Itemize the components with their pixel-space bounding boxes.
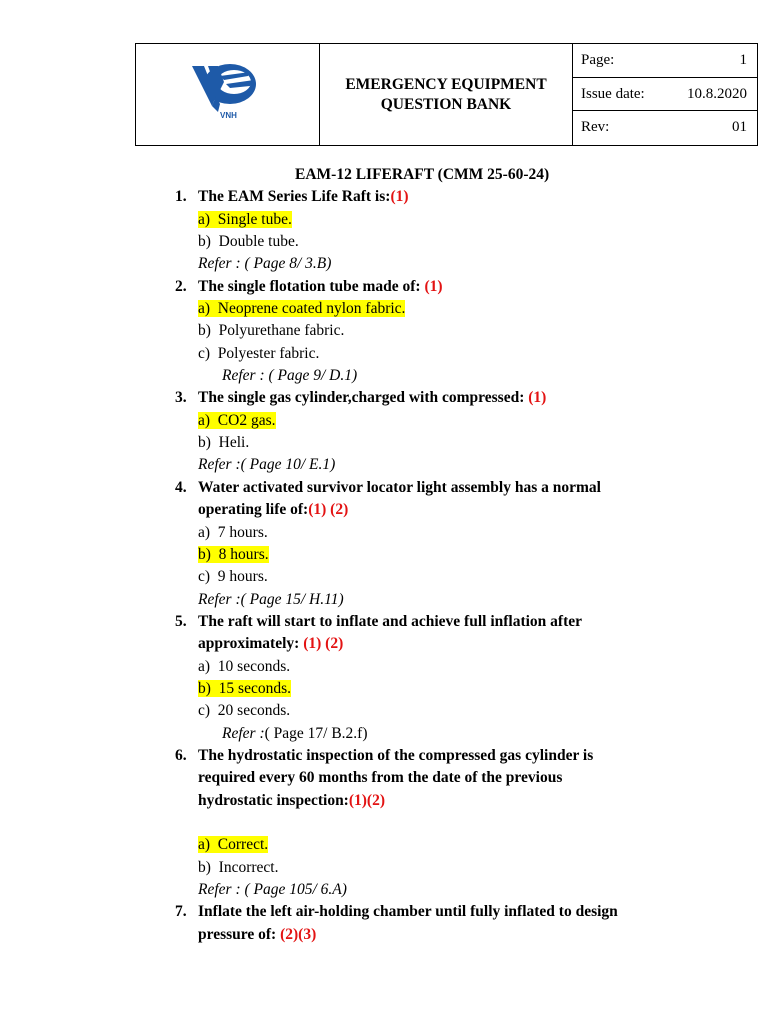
question-level: (1) (2) [303, 635, 344, 653]
question-3 [175, 387, 735, 409]
option [175, 834, 735, 856]
question-number: 3. [175, 389, 187, 407]
option-text: 8 hours. [218, 545, 269, 563]
question-5 [175, 611, 735, 656]
reference: Refer : ( Page 8/ 3.B) [198, 255, 332, 273]
question-level: (1) (2) [308, 501, 349, 519]
question-level: (1) [424, 277, 443, 295]
option-text: 15 seconds. [218, 679, 291, 697]
question-level: (1) [528, 389, 547, 407]
option-text: Polyurethane fabric. [218, 322, 345, 340]
question-7 [175, 901, 735, 946]
question-number: 4. [175, 478, 187, 496]
option [175, 231, 735, 253]
option-text: Double tube. [218, 233, 299, 251]
option-letter: c) [198, 702, 211, 720]
question-text-line1: Water activated survivor locator light assembly has a normal [198, 478, 601, 496]
question-text: The single flotation tube made of: [198, 277, 425, 295]
question-text: The single gas cylinder,charged with compressed: [198, 389, 529, 407]
rev-label: Rev: [581, 119, 610, 135]
question-list [175, 164, 735, 946]
question-text-line1: The hydrostatic inspection of the compressed gas cylinder is [198, 746, 594, 764]
question-level: (2)(3) [280, 925, 317, 943]
reference: Refer : ( Page 105/ 6.A) [198, 881, 347, 898]
option-text: 10 seconds. [217, 657, 291, 675]
rev-value: 01 [732, 119, 747, 135]
question-2 [175, 276, 735, 298]
option-letter: c) [198, 344, 211, 362]
question-level: (1) [390, 188, 409, 206]
question-text-line3: hydrostatic inspection: [198, 791, 349, 809]
rev-row [573, 111, 757, 145]
issue-date-value: 10.8.2020 [687, 86, 747, 102]
option [175, 410, 735, 432]
question-number: 1. [175, 188, 187, 206]
logo-cell [136, 44, 320, 145]
question-text-line2: required every 60 months from the date of the previous [198, 769, 563, 787]
option-letter: c) [198, 568, 211, 586]
header-meta [573, 44, 757, 145]
reference-prefix: Refer : [222, 724, 265, 742]
option-letter: a) [198, 523, 211, 541]
reference: Refer : ( Page 9/ D.1) [222, 367, 358, 385]
question-text-line1: The raft will start to inflate and achieve full inflation after [198, 612, 583, 630]
question-text-line1: Inflate the left air-holding chamber until fully inflated to design [198, 903, 618, 921]
option-letter: b) [198, 434, 211, 452]
option [175, 522, 735, 544]
question-text-line2: operating life of: [198, 501, 309, 519]
question-1 [175, 186, 735, 208]
option-text: Polyester fabric. [217, 344, 320, 362]
question-number: 7. [175, 903, 187, 921]
reference [175, 723, 735, 745]
page-value: 1 [739, 52, 747, 68]
option-letter: a) [198, 836, 211, 854]
option [175, 857, 735, 879]
option [175, 566, 735, 588]
logo-text: VNH [220, 111, 237, 120]
question-number: 6. [175, 746, 187, 764]
reference-location: ( Page 17/ B.2.f) [264, 724, 368, 742]
question-4 [175, 477, 735, 522]
option-letter: b) [198, 322, 211, 340]
option-letter: a) [198, 300, 211, 318]
option-text: Single tube. [217, 210, 292, 228]
question-text: The EAM Series Life Raft is: [198, 188, 391, 206]
option-letter: b) [198, 233, 211, 251]
header-title-line1: EMERGENCY EQUIPMENT [345, 75, 547, 93]
header-table [135, 43, 758, 146]
page-row [573, 44, 757, 78]
option [175, 656, 735, 678]
header-title [320, 44, 573, 145]
option-letter: a) [198, 657, 211, 675]
option-letter: b) [198, 858, 211, 876]
page-label: Page: [581, 52, 615, 68]
option-text: CO2 gas. [217, 411, 276, 429]
option-text: 20 seconds. [217, 702, 291, 720]
option [175, 343, 735, 365]
question-number: 5. [175, 612, 187, 630]
option [175, 432, 735, 454]
document-title: EAM-12 LIFERAFT (CMM 25-60-24) [295, 166, 550, 183]
question-6 [175, 745, 735, 812]
question-level: (1)(2) [348, 791, 386, 809]
option [175, 544, 735, 566]
issue-date-row [573, 78, 757, 111]
option-text: Heli. [218, 434, 250, 452]
question-text-line2: approximately: [198, 635, 304, 653]
option [175, 298, 735, 320]
option-text: 9 hours. [217, 568, 268, 586]
header-title-line2: QUESTION BANK [380, 95, 512, 113]
option [175, 700, 735, 722]
option [175, 678, 735, 700]
option-text: Incorrect. [218, 858, 279, 876]
question-text-line2: pressure of: [198, 925, 281, 943]
option-text: Neoprene coated nylon fabric. [217, 300, 406, 318]
option-text: 7 hours. [217, 523, 268, 541]
vnh-logo [190, 60, 266, 122]
question-number: 2. [175, 277, 187, 295]
option-text: Correct. [217, 836, 269, 854]
option-letter: a) [198, 411, 211, 429]
reference: Refer :( Page 10/ E.1) [198, 456, 336, 474]
option [175, 209, 735, 231]
spacer [175, 812, 735, 834]
reference: Refer :( Page 15/ H.11) [198, 590, 344, 608]
issue-date-label: Issue date: [581, 86, 645, 102]
option [175, 320, 735, 342]
option-letter: b) [198, 679, 211, 697]
option-letter: a) [198, 210, 211, 228]
option-letter: b) [198, 545, 211, 563]
